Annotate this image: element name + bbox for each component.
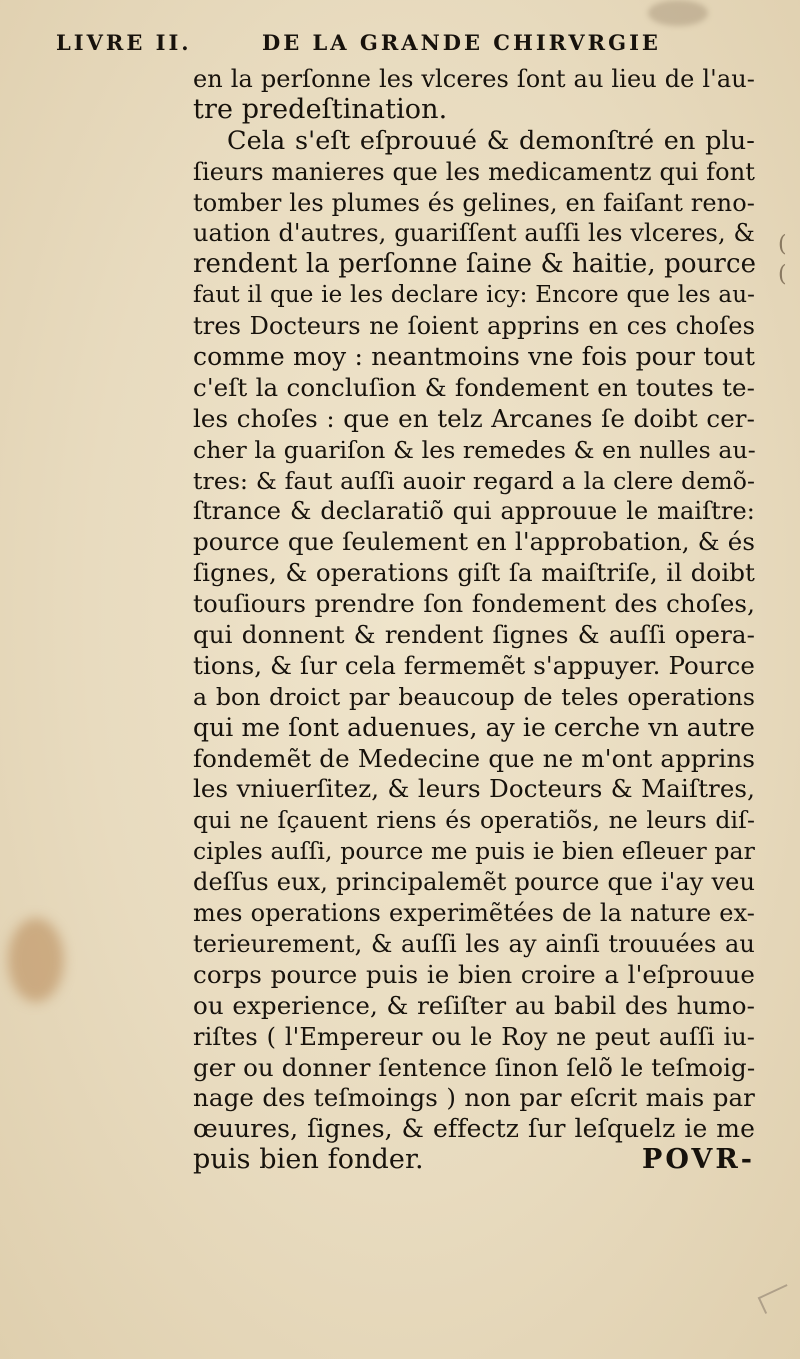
body-text xyxy=(193,64,755,1176)
text-line: ciples auſſi, pource me puis ie bien eſleuer par xyxy=(193,837,755,866)
water-stain xyxy=(8,918,64,1002)
text-line: qui donnent & rendent ſignes & auſſi opera- xyxy=(193,620,755,650)
text-line: corps pource puis ie bien croire a l'eſprouue xyxy=(193,959,755,989)
text-line: ſtrance & declaratiõ qui approuue le maiſtre: xyxy=(193,497,755,526)
text-line: tomber les plumes és gelines, en faiſant reno- xyxy=(193,188,755,217)
text-line: tions, & ſur cela fermemẽt s'appuyer. Pource xyxy=(193,650,755,680)
text-line: tres: & faut auſſi auoir regard a la clere demõ- xyxy=(193,466,755,495)
text-line: tres Docteurs ne ſoient apprins en ces choſes xyxy=(193,312,755,341)
text-line: touſiours prendre ſon fondement des choſes, xyxy=(193,589,755,619)
text-line: faut il que ie les declare icy: Encore que les au- xyxy=(193,282,755,309)
catchword: POVR- xyxy=(642,1144,755,1176)
text-line: rendent la perſonne ſaine & haitie, pource xyxy=(193,249,757,280)
margin-bracket: ( xyxy=(778,232,787,257)
text-line: fondemẽt de Medecine que ne m'ont apprins xyxy=(193,743,755,773)
ink-blot xyxy=(648,0,708,26)
text-line: pource que ſeulement en l'approbation, & és xyxy=(193,527,755,557)
text-line: riſtes ( l'Empereur ou le Roy ne peut auſſi iu- xyxy=(193,1022,755,1051)
text-line: œuures, ſignes, & effectz ſur leſquelz ie me xyxy=(193,1114,755,1144)
text-line: ſieurs manieres que les medicamentz qui font xyxy=(193,157,755,186)
text-line: les choſes : que en telz Arcanes ſe doibt cer- xyxy=(193,403,755,433)
text-line: mes operations experimẽtées de la nature ex- xyxy=(193,899,755,928)
text-line: comme moy : neantmoins vne fois pour tout xyxy=(193,342,755,372)
text-line: tre predeſtination. xyxy=(193,93,448,125)
last-line-text: puis bien fonder. xyxy=(193,1144,424,1176)
ink-mark xyxy=(758,1284,795,1314)
text-line: qui ne ſçauent riens és operatiõs, ne leurs diſ- xyxy=(193,806,755,835)
running-head-book: LIVRE II. xyxy=(56,30,192,55)
text-line: nage des teſmoings ) non par eſcrit mais par xyxy=(193,1083,755,1113)
text-line: ou experience, & reſiſter au babil des humo- xyxy=(193,990,755,1020)
text-line: en la perſonne les vlceres ſont au lieu de l'au- xyxy=(193,65,755,93)
text-line: Cela s'eſt eſprouué & demonſtré en plu- xyxy=(227,125,755,156)
running-head xyxy=(56,30,696,64)
text-line: a bon droict par beaucoup de teles operations xyxy=(193,682,755,711)
text-line: deſſus eux, principalemẽt pource que i'ay veu xyxy=(193,868,755,897)
text-line: c'eſt la concluſion & fondement en toutes te- xyxy=(193,372,755,402)
text-line: les vniuerſitez, & leurs Docteurs & Maiſtres, xyxy=(193,774,755,804)
text-line: uation d'autres, guariſſent auſſi les vlceres, & xyxy=(193,219,755,248)
text-line: ger ou donner ſentence ſinon ſelõ le teſmoig- xyxy=(193,1052,756,1082)
text-line: cher la guariſon & les remedes & en nulles au- xyxy=(193,435,756,464)
text-line: qui me ſont aduenues, ay ie cerche vn autre xyxy=(193,712,755,742)
text-line-last xyxy=(193,1145,755,1176)
margin-bracket: ( xyxy=(778,262,787,287)
running-head-title: DE LA GRANDE CHIRVRGIE xyxy=(262,30,661,55)
text-line: terieurement, & auſſi les ay ainſi trouuées au xyxy=(193,929,755,958)
text-line: ſignes, & operations giſt ſa maiſtriſe, il doibt xyxy=(193,558,755,588)
